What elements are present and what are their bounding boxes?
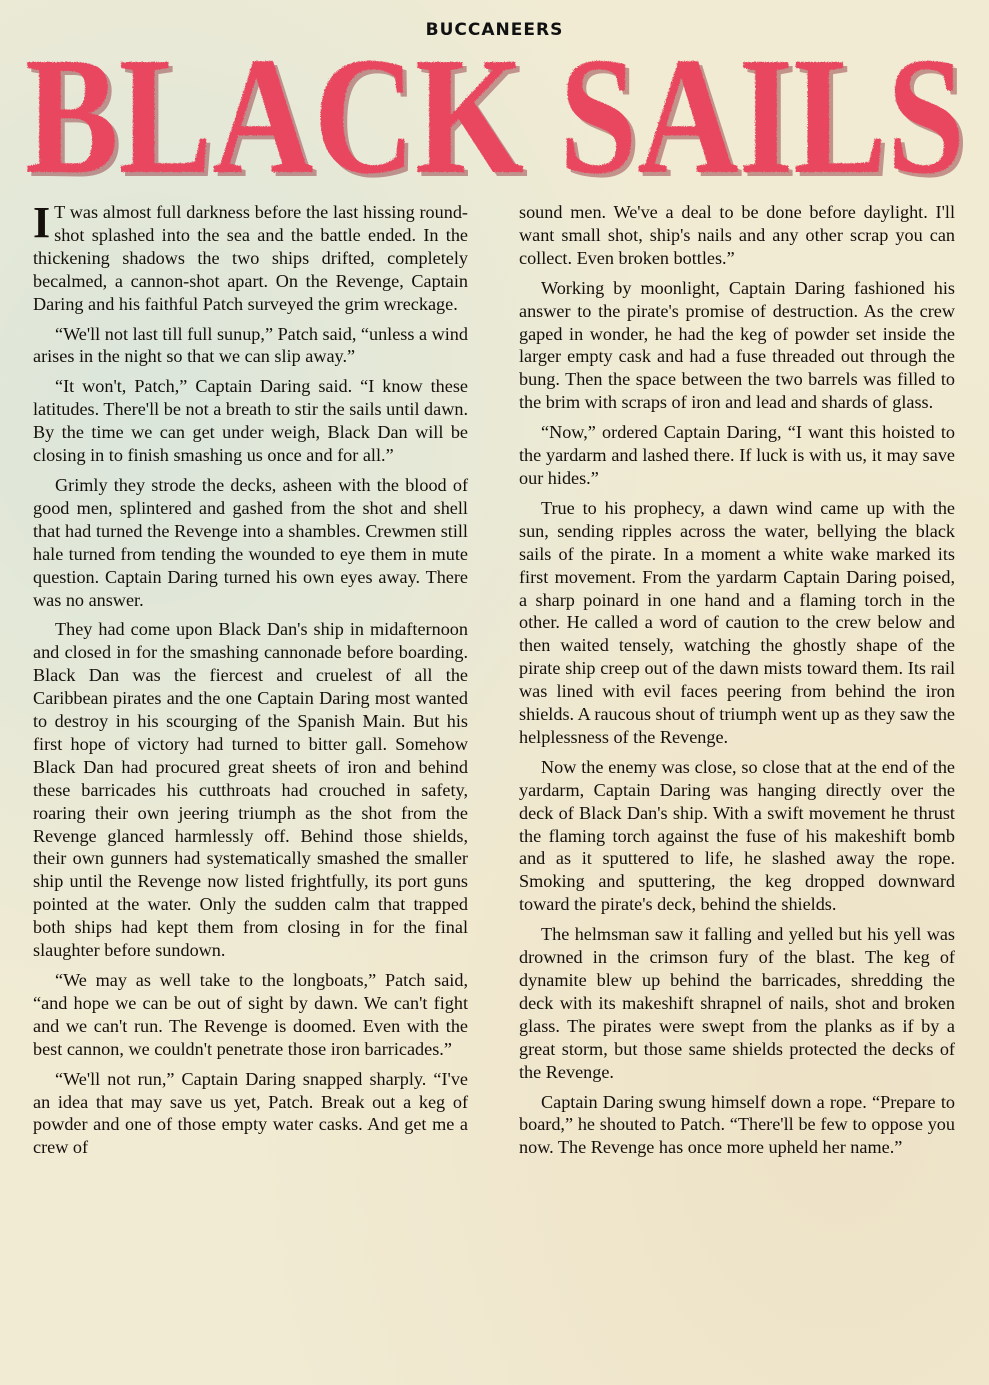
story-paragraph: “We'll not run,” Captain Daring snapped sharply. “I've an idea that may save us yet, Patch. Break out a keg of powder and one of those empty water casks. And get me a crew of [33, 1068, 468, 1158]
story-paragraph: sound men. We've a deal to be done before daylight. I'll want small shot, ship's nails and any other scrap you can collect. Even broken bottles.” [519, 202, 955, 268]
story-paragraph: “We'll not last till full sunup,” Patch said, “unless a wind arises in the night so that we can slip away.” [33, 323, 468, 367]
paragraph-text: T was almost full darkness before the last hissing round-shot splashed into the sea and the battle ended. In the thickening shadows the two ships drifted, completely becalmed, a cannon-shot apart. On the Revenge, Captain Daring and his faithful Patch surveyed the grim wreckage. [33, 202, 468, 314]
drop-cap: I [33, 198, 51, 247]
story-paragraph: Working by moonlight, Captain Daring fashioned his answer to the pirate's promise of destruction. As the crew gaped in wonder, he had the keg of powder set inside the larger empty cask and had a fuse threaded out through the bung. Then the space between the two barrels was filled to the brim with scraps of iron and lead and shards of glass. [519, 277, 955, 413]
right-text-column [519, 201, 955, 1166]
story-title [20, 22, 970, 192]
story-paragraph [33, 198, 468, 316]
story-paragraph: “Now,” ordered Captain Daring, “I want this hoisted to the yardarm and lashed there. If luck is with us, it may save our hides.” [519, 422, 955, 488]
story-paragraph: The helmsman saw it falling and yelled but his yell was drowned in the crimson fury of the blast. The keg of dynamite blew up behind the barricades, shredding the deck with its makeshift shrapnel of nails, shot and broken glass. The pirates were swept from the planks as if by a great storm, but those same shields protected the decks of the Revenge. [519, 924, 955, 1082]
title-shadow-text: BLACK SAILS [29, 27, 969, 192]
story-paragraph: True to his prophecy, a dawn wind came up with the sun, sending ripples across the water, bellying the black sails of the pirate. In a moment a white wake marked its first movement. From the yardarm Captain Daring poised, a sharp poinard in one hand and a flaming torch in the other. He called a word of caution to the crew below and then waited tensely, watching the ghostly shape of the pirate ship creep out of the dawn mists toward them. Its rail was lined with evil faces peering from behind the iron shields. A raucous shout of triumph went up as they saw the helplessness of the Revenge. [519, 497, 955, 747]
story-paragraph: “It won't, Patch,” Captain Daring said. “I know these latitudes. There'll be not a breath to stir the sails until dawn. By the time we can get under weigh, Black Dan will be closing in to finish smashing us once and for all.” [33, 376, 468, 466]
story-paragraph: “We may as well take to the longboats,” Patch said, “and hope we can be out of sight by dawn. We can't fight and we can't run. The Revenge is doomed. Even with the best cannon, we couldn't penetrate those iron barricades.” [33, 970, 468, 1059]
story-paragraph: They had come upon Black Dan's ship in midafternoon and closed in for the smashing cannonade before boarding. Black Dan was the fiercest and cruelest of all the Caribbean pirates and the one Captain Daring most wanted to destroy in his scourging of the Spanish Main. But his first hope of victory had turned to bitter gall. Somehow Black Dan had procured great sheets of iron and behind these barricades his cutthroats had crouched in safety, roaring their own jeering triumph as the shot from the Revenge glanced harmlessly off. Behind those shields, their own gunners had systematically smashed the smaller ship until the Revenge now listed frightfully, its port guns pointed at the water. Only the sudden calm that trapped both ships had kept them from closing in for the final slaughter before sundown. [33, 619, 468, 961]
story-paragraph: Grimly they strode the decks, asheen with the blood of good men, splintered and gashed from the shot and shell that had turned the Revenge into a shambles. Crewmen still hale turned from tending the wounded to eye them in mute question. Captain Daring turned his own eyes away. There was no answer. [33, 474, 468, 610]
series-title: BUCCANEERS [425, 20, 564, 40]
story-paragraph: Now the enemy was close, so close that at the end of the yardarm, Captain Daring was hanging directly over the deck of Black Dan's ship. With a swift movement he thrust the flaming torch against the fuse of his makeshift bomb and as it sputtered to life, he slashed away the rope. Smoking and sputtering, the keg dropped downward toward the pirate's deck, behind the shields. [519, 756, 955, 915]
left-text-column [33, 198, 468, 1166]
story-paragraph: Captain Daring swung himself down a rope. “Prepare to board,” he shouted to Patch. “There'll be few to oppose you now. The Revenge has once more upheld her name.” [519, 1091, 955, 1158]
story-title-graphic [20, 22, 970, 192]
title-text: BLACK SAILS [25, 23, 965, 192]
